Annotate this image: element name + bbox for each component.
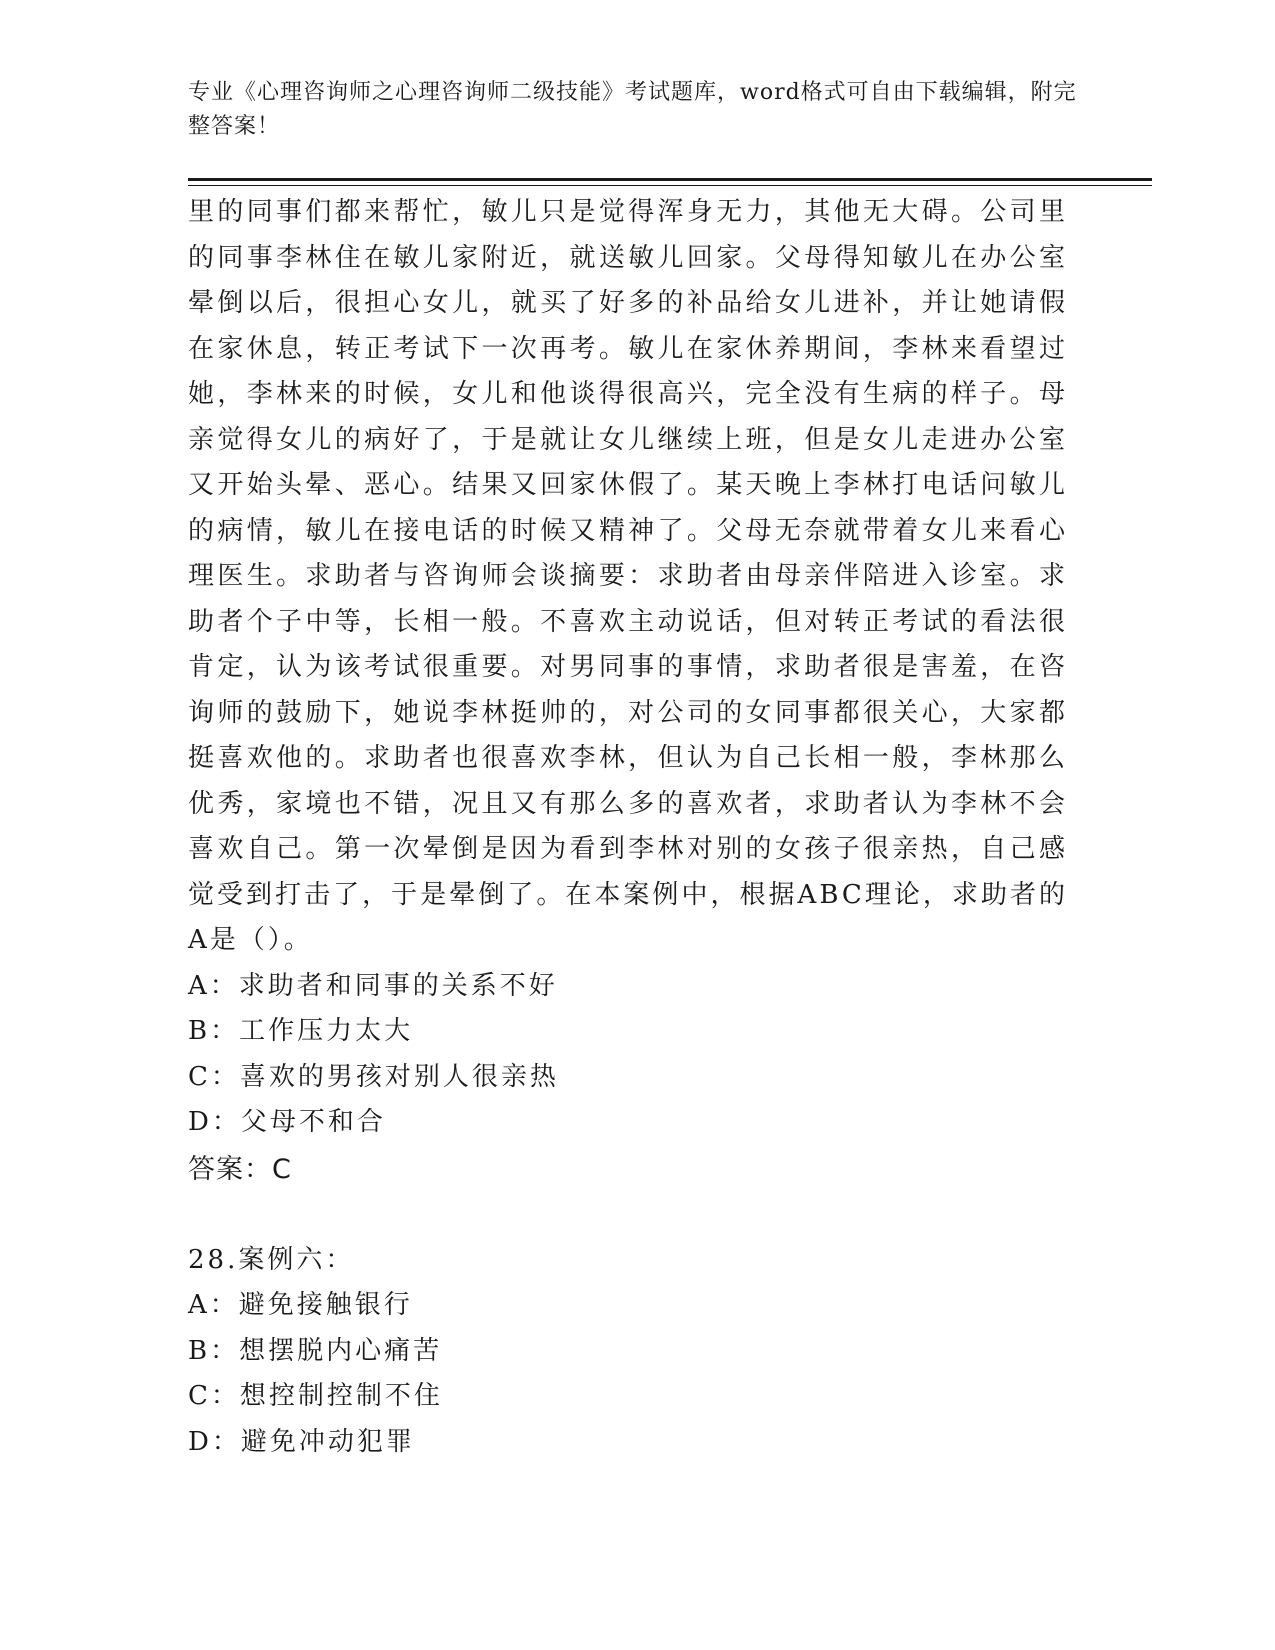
main-content xyxy=(188,190,1068,1465)
question-27-option-a: A：求助者和同事的关系不好 xyxy=(188,970,558,1001)
header-rule-thick xyxy=(188,178,1152,181)
question-28-title: 28.案例六： xyxy=(188,1244,355,1275)
question-27-passage: 里的同事们都来帮忙，敏儿只是觉得浑身无力，其他无大碍。公司里的同事李林住在敏儿家附近，就送敏儿回家。父母得知敏儿在办公室晕倒以后，很担心女儿，就买了好多的补品给女儿进补，并让她请假在家休息，转正考试下一次再考。敏儿在家休养期间，李林来看望过她，李林来的时候，女儿和他谈得很高兴，完全没有生病的样子。母亲觉得女儿的病好了，于是就让女儿继续上班，但是女儿走进办公室又开始头晕、恶心。结果又回家休假了。某天晚上李林打电话问敏儿的病情，敏儿在接电话的时候又精神了。父母无奈就带着女儿来看心理医生。求助者与咨询师会谈摘要：求助者由母亲伴陪进入诊室。求助者个子中等，长相一般。不喜欢主动说话，但对转正考试的看法很肯定，认为该考试很重要。对男同事的事情，求助者很是害羞，在咨询师的鼓励下，她说李林挺帅的，对公司的女同事都很关心，大家都挺喜欢他的。求助者也很喜欢李林，但认为自己长相一般，李林那么优秀，家境也不错，况且又有那么多的喜欢者，求助者认为李林不会喜欢自己。第一次晕倒是因为看到李林对别的女孩子很亲热，自己感觉受到打击了，于是晕倒了。在本案例中，根据ABC理论，求助者的A是（）。 xyxy=(188,197,1068,955)
question-27-option-d: D：父母不和合 xyxy=(188,1107,386,1137)
question-spacer xyxy=(188,1194,1068,1238)
question-28-option-a: A：避免接触银行 xyxy=(188,1290,413,1320)
question-28-option-b: B：想摆脱内心痛苦 xyxy=(188,1335,443,1366)
question-27-option-b: B：工作压力太大 xyxy=(188,1016,414,1046)
header-rule-thin xyxy=(188,185,1152,186)
question-28-option-c: C：想控制控制不住 xyxy=(188,1381,443,1411)
question-27-option-c: C：喜欢的男孩对别人很亲热 xyxy=(188,1061,559,1092)
question-28-option-d: D：避免冲动犯罪 xyxy=(188,1426,415,1457)
page-header: 专业《心理咨询师之心理咨询师二级技能》考试题库，word格式可自由下载编辑，附完整答案！ xyxy=(188,80,1077,139)
question-27-answer: 答案：C xyxy=(188,1153,292,1185)
